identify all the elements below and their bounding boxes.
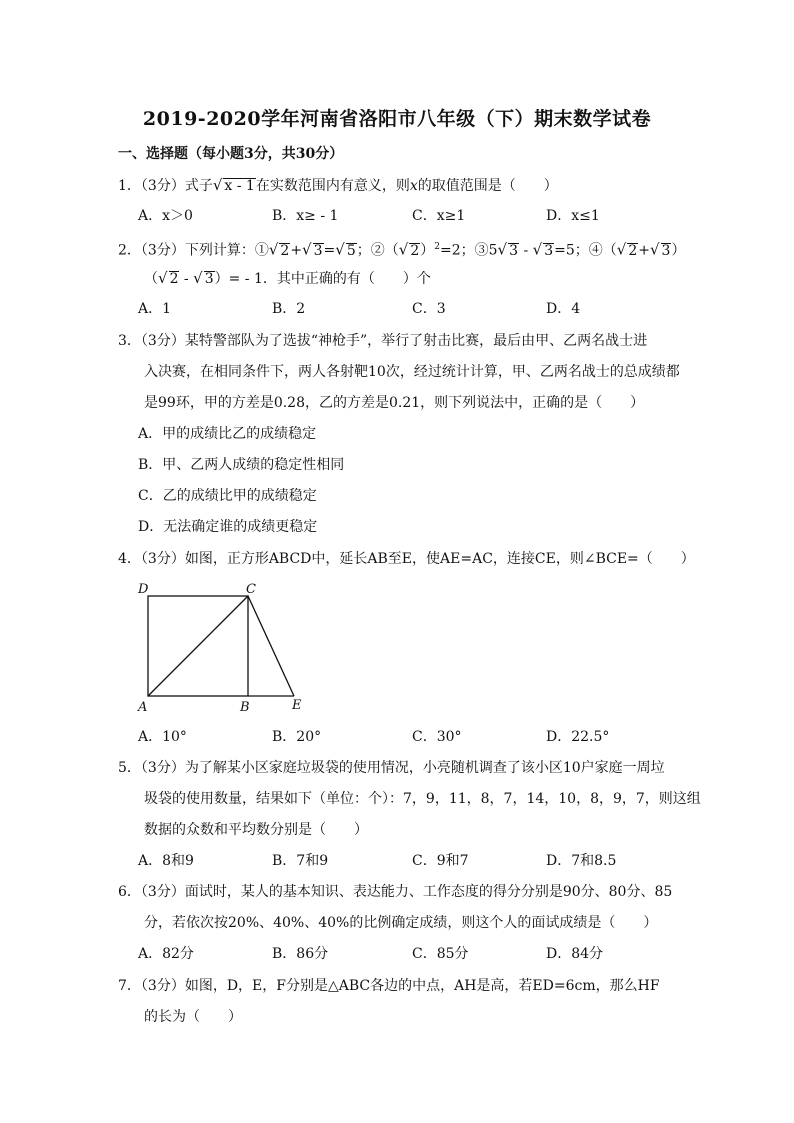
question-3-line-3: 是99环，甲的方差是0.28，乙的方差是0.21，则下列说法中，正确的是（ ） bbox=[144, 395, 645, 411]
square-geometry-figure bbox=[134, 580, 309, 715]
q5-option-a: A．8和9 bbox=[138, 853, 194, 869]
question-6-line-2: 分，若依次按20%、40%、40%的比例确定成绩，则这个人的面试成绩是（ ） bbox=[144, 915, 658, 931]
q2-option-c: C．3 bbox=[412, 301, 446, 317]
question-2: 2．（3分）下列计算：①√ 2+√ 3=√ 5；②（√ 2）$^2$=2；③5√ 3 - √ 3=5；④（√ 2+√ 3） bbox=[118, 240, 686, 259]
question-5-line-3: 数据的众数和平均数分别是（ ） bbox=[144, 822, 368, 838]
q2-option-b: B．2 bbox=[272, 301, 306, 317]
question-2-line-2: （√ 2 - √ 3）= - 1．其中正确的有（ ）个 bbox=[144, 269, 431, 287]
section-heading: 一、选择题（每小题3分，共30分） bbox=[118, 146, 344, 162]
label-a: A bbox=[138, 700, 148, 715]
question-3-line-2: 入决赛，在相同条件下，两人各射靶10次，经过统计计算，甲、乙两名战士的总成绩都 bbox=[144, 364, 680, 380]
q3-option-b: B．甲、乙两人成绩的稳定性相同 bbox=[138, 457, 345, 473]
q6-option-b: B．86分 bbox=[272, 946, 329, 962]
question-5-line-2: 圾袋的使用数量，结果如下（单位：个）：7，9，11，8，7，14，10，8，9，7，则这组 bbox=[144, 791, 701, 807]
question-1: 1．（3分）式子√ x - 1在实数范围内有意义，则x的取值范围是（ ） bbox=[118, 176, 558, 194]
q6-option-d: D．84分 bbox=[546, 946, 604, 962]
q3-option-d: D．无法确定谁的成绩更稳定 bbox=[138, 519, 318, 535]
q6-option-c: C．85分 bbox=[412, 946, 469, 962]
question-3: 3．（3分）某特警部队为了选拔“神枪手”，举行了射击比赛，最后由甲、乙两名战士进 bbox=[118, 333, 648, 349]
question-6: 6．（3分）面试时，某人的基本知识、表达能力、工作态度的得分分别是90分、80分、85 bbox=[118, 884, 673, 900]
label-c: C bbox=[246, 582, 256, 597]
q3-option-a: A．甲的成绩比乙的成绩稳定 bbox=[138, 426, 317, 442]
q1-option-a: A．x＞0 bbox=[138, 208, 193, 224]
label-d: D bbox=[138, 582, 149, 597]
q5-option-d: D．7和8.5 bbox=[546, 853, 617, 869]
question-5: 5．（3分）为了解某小区家庭垃圾袋的使用情况，小亮随机调查了该小区10户家庭一周垃 bbox=[118, 760, 665, 776]
q4-option-c: C．30° bbox=[412, 729, 462, 745]
label-e: E bbox=[292, 698, 302, 713]
q1-option-b: B．x≥ - 1 bbox=[272, 208, 339, 224]
segment-ce bbox=[248, 596, 294, 696]
question-7-line-2: 的长为（ ） bbox=[144, 1009, 242, 1025]
q2-option-d: D．4 bbox=[546, 301, 581, 317]
question-7: 7．（3分）如图，D，E，F分别是△ABC各边的中点，AH是高，若ED=6cm，那么HF bbox=[118, 978, 660, 994]
q5-option-b: B．7和9 bbox=[272, 853, 329, 869]
q4-option-a: A．10° bbox=[138, 729, 187, 745]
q3-option-c: C．乙的成绩比甲的成绩稳定 bbox=[138, 488, 317, 504]
q1-option-c: C．x≥1 bbox=[412, 208, 466, 224]
q4-option-d: D．22.5° bbox=[546, 729, 610, 745]
q5-option-c: C．9和7 bbox=[412, 853, 469, 869]
q2-option-a: A．1 bbox=[138, 301, 172, 317]
q4-option-b: B．20° bbox=[272, 729, 322, 745]
question-4: 4．（3分）如图，正方形ABCD中，延长AB至E，使AE=AC，连接CE，则∠BCE=（ ） bbox=[118, 551, 695, 567]
q1-option-d: D．x≤1 bbox=[546, 208, 600, 224]
diagonal-ac bbox=[148, 596, 248, 696]
exam-title: 2019-2020学年河南省洛阳市八年级（下）期末数学试卷 bbox=[142, 108, 652, 130]
label-b: B bbox=[240, 700, 250, 715]
q6-option-a: A．82分 bbox=[138, 946, 194, 962]
